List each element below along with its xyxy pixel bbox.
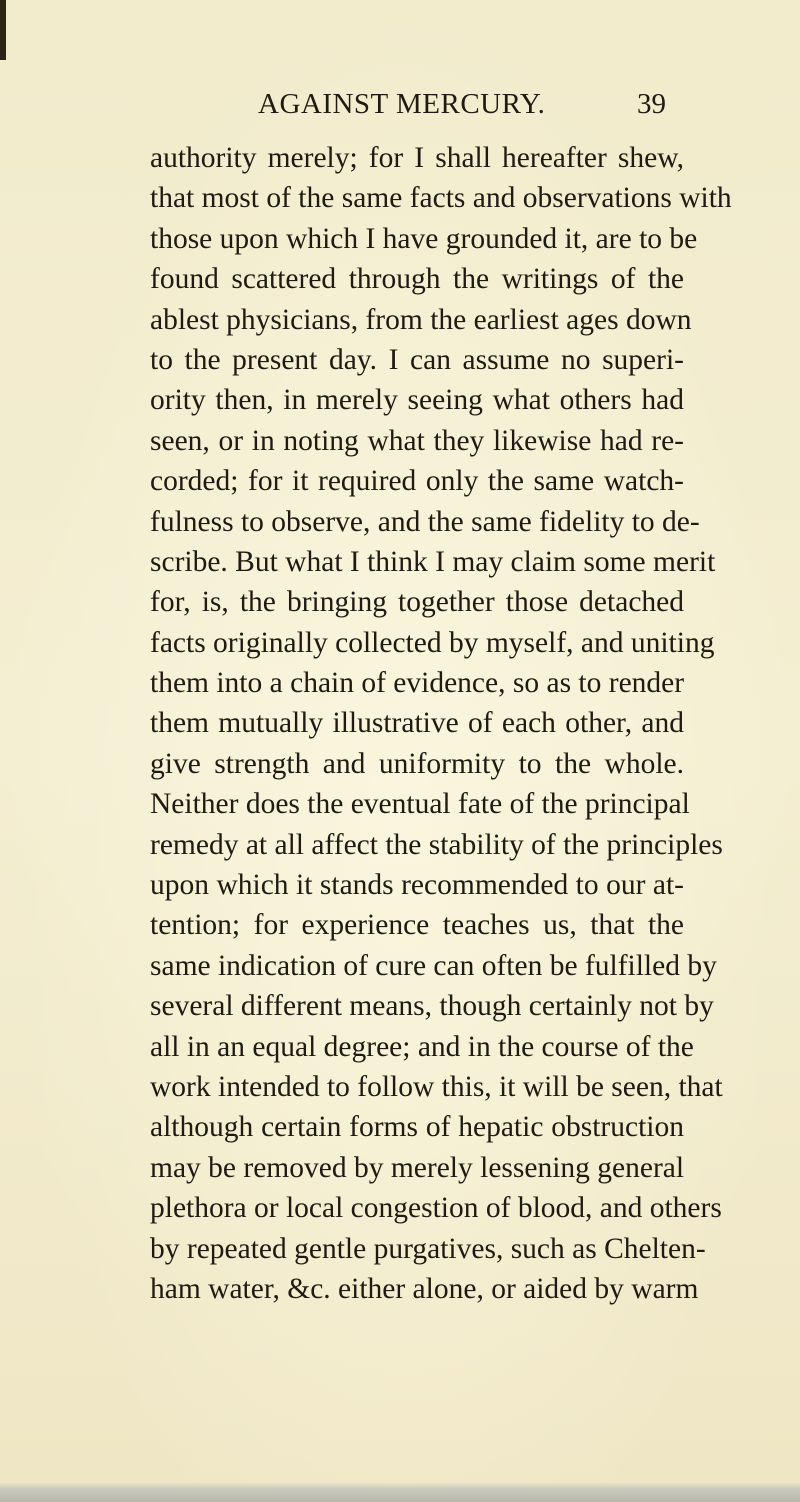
- text-line: ham water, &c. either alone, or aided by warm: [150, 1272, 699, 1305]
- text-line: Neither does the eventual fate of the principal: [150, 788, 690, 821]
- text-line: upon which it stands recommended to our at-: [150, 869, 684, 902]
- text-line: remedy at all affect the stability of the principles: [150, 828, 723, 861]
- running-head: AGAINST MERCURY.: [258, 88, 546, 120]
- text-line: although certain forms of hepatic obstruction: [150, 1111, 684, 1144]
- text-line: those upon which I have grounded it, are to be: [150, 222, 698, 255]
- text-line: fulness to observe, and the same fidelity to de-: [150, 505, 700, 538]
- text-line: found scattered through the writings of the: [150, 263, 684, 296]
- text-line: same indication of cure can often be fulfilled by: [150, 949, 717, 982]
- text-line: corded; for it required only the same watch-: [150, 465, 684, 498]
- text-line: plethora or local congestion of blood, and others: [150, 1192, 722, 1225]
- text-line: authority merely; for I shall hereafter shew,: [150, 142, 684, 174]
- text-line: tention; for experience teaches us, that the: [150, 909, 684, 942]
- text-line: seen, or in noting what they likewise had re-: [150, 424, 684, 457]
- text-line: all in an equal degree; and in the course of the: [150, 1030, 694, 1063]
- text-line: that most of the same facts and observations with: [150, 182, 732, 215]
- body-text: [150, 138, 732, 1309]
- text-line: may be removed by merely lessening general: [150, 1151, 685, 1184]
- text-line: to the present day. I can assume no superi-: [150, 343, 684, 376]
- page-number: 39: [637, 88, 666, 120]
- text-line: them into a chain of evidence, so as to render: [150, 667, 685, 700]
- text-line: them mutually illustrative of each other, and: [150, 707, 684, 740]
- text-line: ablest physicians, from the earliest ages down: [150, 303, 692, 336]
- page-header: [0, 88, 800, 128]
- text-line: give strength and uniformity to the whole.: [150, 747, 684, 780]
- text-line: ority then, in merely seeing what others had: [150, 384, 684, 417]
- text-line: work intended to follow this, it will be seen, that: [150, 1070, 723, 1103]
- page-edge-shadow: [0, 0, 6, 60]
- text-line: by repeated gentle purgatives, such as Chelten-: [150, 1232, 706, 1265]
- text-line: scribe. But what I think I may claim some merit: [150, 545, 716, 578]
- text-line: for, is, the bringing together those detached: [150, 586, 684, 619]
- page-bottom-edge: [0, 1482, 800, 1502]
- text-line: facts originally collected by myself, and uniting: [150, 626, 715, 659]
- text-line: several different means, though certainly not by: [150, 990, 714, 1023]
